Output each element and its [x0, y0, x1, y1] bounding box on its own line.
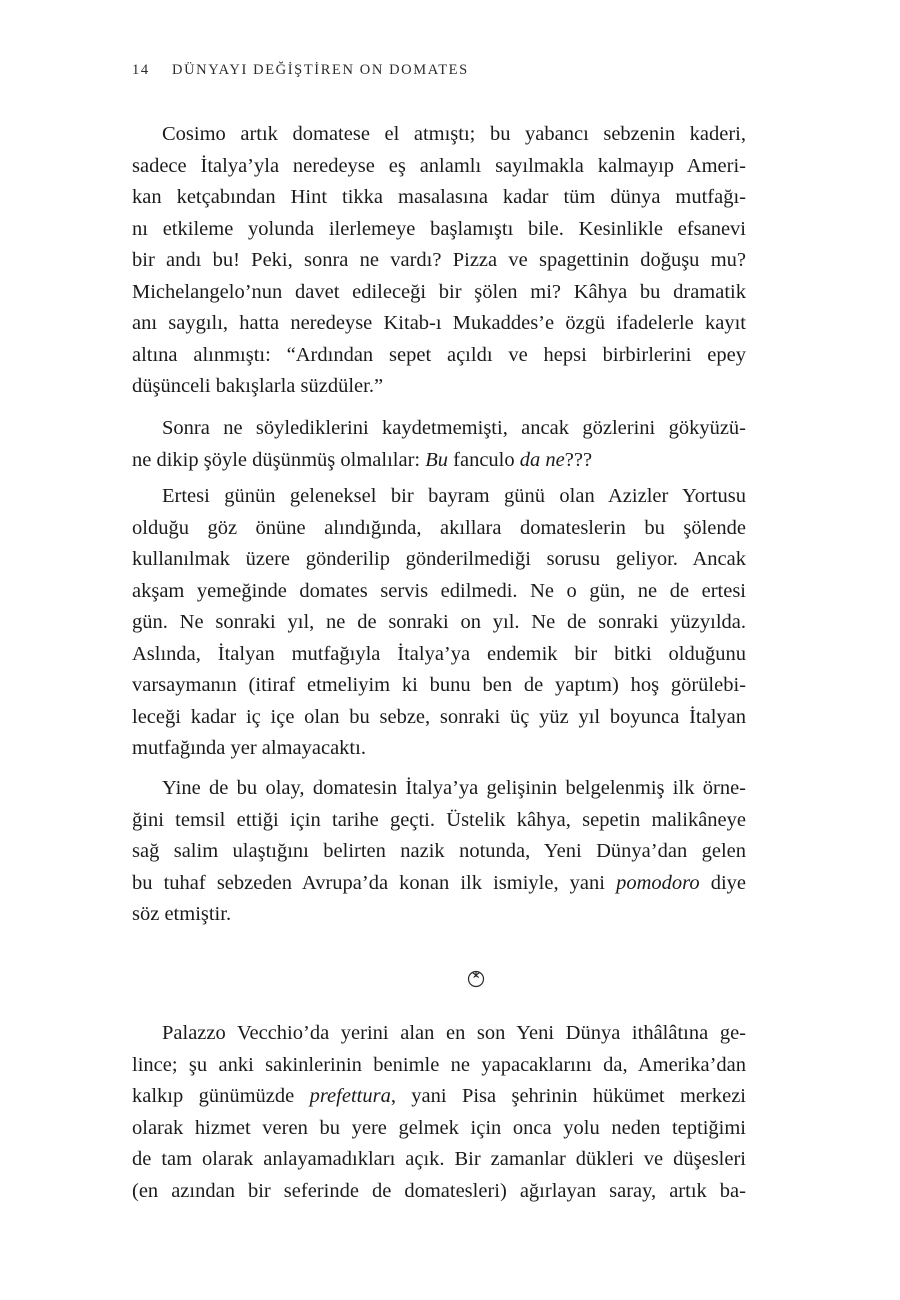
text-line: de tam olarak anlayamadıkları açık. Bir zamanlar dükleri ve düşesleri: [132, 1148, 746, 1170]
text-line: anı saygılı, hatta neredeyse Kitab-ı Mukaddes’e özgü ifadelerle kayıt: [132, 312, 746, 334]
text-line: Aslında, İtalyan mutfağıyla İtalya’ya endemik bir bitki olduğunu: [132, 642, 746, 665]
text-run: ne dikip şöyle düşünmüş olmalılar:: [132, 448, 426, 471]
text-line: Palazzo Vecchio’da yerini alan en son Yeni Dünya ithâlâtına ge-: [162, 1022, 746, 1044]
text-run: bu tuhaf sebzeden Avrupa’da konan ilk ismiyle, yani: [132, 871, 617, 894]
paragraph-4: [132, 773, 746, 931]
text-line: nı etkileme yolunda ilerlemeye başlamıştı bile. Kesinlikle efsanevi: [132, 217, 746, 240]
text-line: düşünceli bakışlarla süzdüler.”: [132, 375, 384, 397]
text-run: diye: [699, 871, 747, 894]
text-line: Michelangelo’nun davet edileceği bir şölen mi? Kâhya bu dramatik: [132, 280, 746, 303]
text-line: ğini temsil ettiği için tarihe geçti. Üstelik kâhya, sepetin malikâneye: [132, 808, 746, 831]
italic-run: da ne: [519, 448, 565, 471]
text-line: sadece İtalya’yla neredeyse eş anlamlı sayılmakla kalmayıp Ameri-: [132, 154, 746, 177]
text-line: gün. Ne sonraki yıl, ne de sonraki on yıl. Ne de sonraki yüzyılda.: [132, 611, 746, 633]
text-run: kalkıp günümüzde: [132, 1085, 310, 1107]
text-line: sağ salim ulaştığını belirten nazik notunda, Yeni Dünya’dan gelen: [132, 840, 746, 862]
text-line: kan ketçabından Hint tikka masalasına kadar tüm dünya mutfağı-: [132, 186, 746, 208]
text-line: altına alınmıştı: “Ardından sepet açıldı ve hepsi birbirlerini epey: [132, 343, 746, 366]
text-line: olarak hizmet veren bu yere gelmek için onca yolu neden teptiğimi: [132, 1116, 746, 1139]
text-run: fanculo: [448, 448, 520, 471]
text-line: Ertesi günün geleneksel bir bayram günü olan Azizler Yortusu: [162, 485, 746, 507]
text-line: mutfağında yer almayacaktı.: [132, 737, 366, 759]
text-line: söz etmiştir.: [132, 903, 232, 925]
text-line: Yine de bu olay, domatesin İtalya’ya gelişinin belgelenmiş ilk örne-: [162, 777, 746, 799]
text-line-mixed: [132, 445, 746, 477]
text-run: ???: [564, 448, 593, 471]
text-run: , yani Pisa şehrinin hükümet merkezi: [390, 1085, 746, 1107]
page-number: 14: [132, 62, 150, 78]
running-header: [132, 62, 469, 79]
text-line: leceği kadar iç içe olan bu sebze, sonraki üç yüz yıl boyunca İtalyan: [132, 705, 746, 728]
text-line: akşam yemeğinde domates servis edilmedi. Ne o gün, ne de ertesi: [132, 579, 746, 602]
text-line: Cosimo artık domatese el atmıştı; bu yabancı sebzenin kaderi,: [162, 123, 746, 145]
text-line: bir andı bu! Peki, sonra ne vardı? Pizza ve spagettinin doğuşu mu?: [132, 249, 746, 271]
book-title: DÜNYAYI DEĞİŞTİREN ON DOMATES: [172, 62, 469, 78]
text-line-mixed: [132, 868, 746, 900]
paragraph-3: [132, 481, 746, 765]
italic-run: Bu: [425, 448, 449, 471]
text-line: kullanılmak üzere gönderilip gönderilmediği sorusu geliyor. Ancak: [132, 548, 746, 570]
paragraph-5: [132, 1018, 746, 1207]
text-line-mixed: [132, 1081, 746, 1113]
text-line: Sonra ne söylediklerini kaydetmemişti, ancak gözlerini gökyüzü-: [162, 417, 746, 439]
italic-run: prefettura: [309, 1085, 391, 1107]
text-line: (en azından bir seferinde de domatesleri) ağırlayan saray, artık ba-: [132, 1179, 746, 1202]
paragraph-1: [132, 119, 746, 403]
italic-run: pomodoro: [616, 871, 700, 894]
tomato-ornament-icon: [466, 968, 486, 988]
text-line: olduğu göz önüne alındığında, akıllara domateslerin bu şölende: [132, 516, 746, 539]
text-line: lince; şu anki sakinlerinin benimle ne yapacaklarını da, Amerika’dan: [132, 1053, 746, 1076]
text-line: varsaymanın (itiraf etmeliyim ki bunu ben de yaptım) hoş görülebi-: [132, 674, 746, 696]
paragraph-2: [132, 413, 746, 476]
